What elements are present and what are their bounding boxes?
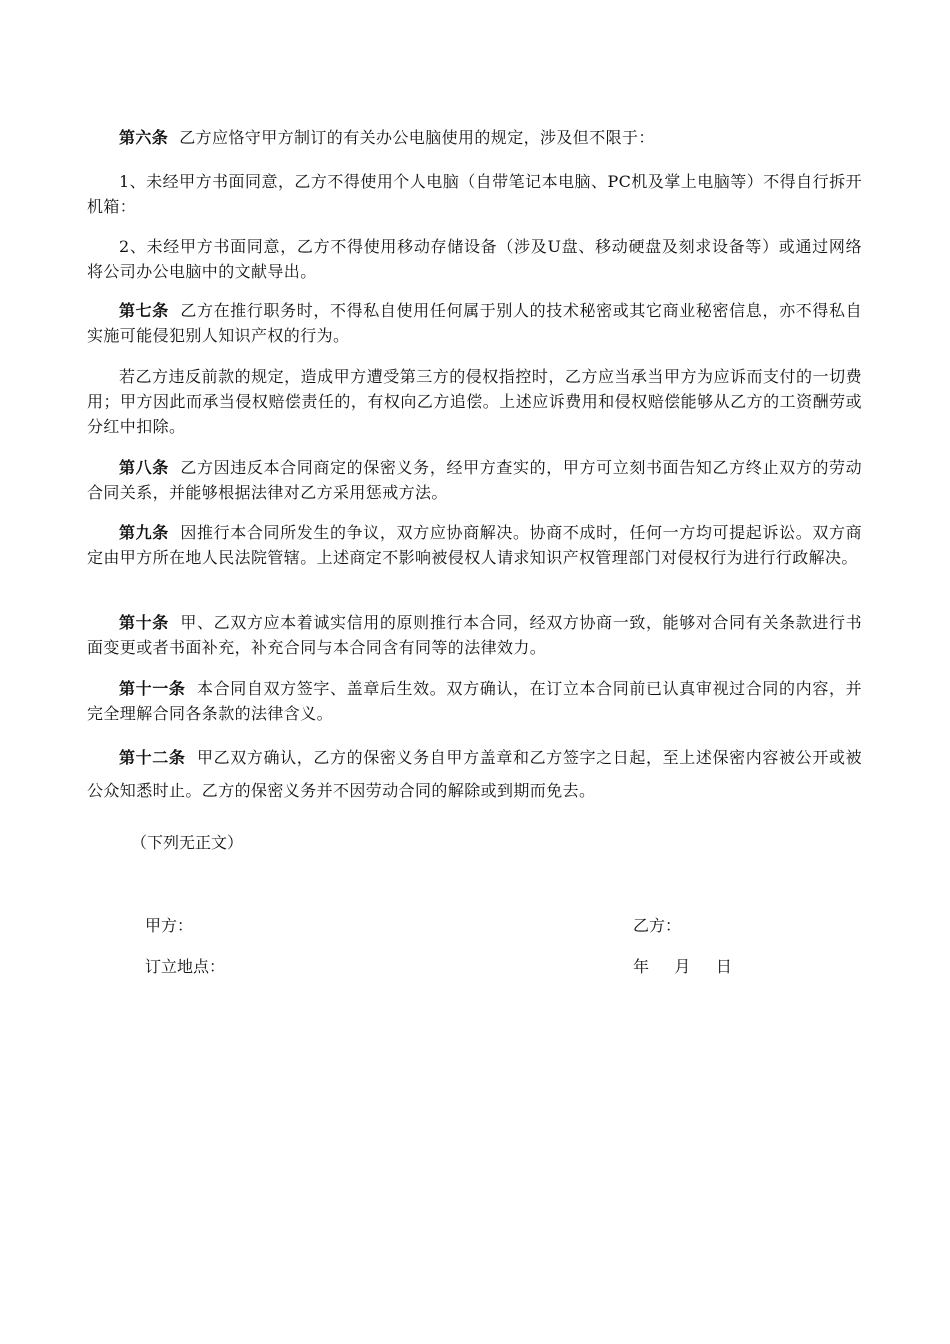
clause-8 [87, 455, 862, 505]
clause-6-item-1 [87, 169, 862, 219]
clause-text: 乙方应恪守甲方制订的有关办公电脑使用的规定，涉及但不限于： [179, 128, 655, 147]
clause-lead: 第六条 [119, 128, 169, 147]
clause-lead: 第十一条 [119, 679, 186, 698]
clause-text: 乙方在推行职务时，不得私自使用任何属于别人的技术秘密或其它商业秘密信息，亦不得私自实施可能侵犯别人知识产权的行为。 [87, 301, 862, 345]
clause-11 [87, 676, 862, 726]
clause-text: 2、未经甲方书面同意，乙方不得使用移动存储设备（涉及U盘、移动硬盘及刻求设备等）或通过网络将公司办公电脑中的文献导出。 [87, 237, 862, 281]
clause-6-item-2 [87, 234, 862, 284]
clause-9 [87, 520, 862, 570]
clause-10 [87, 610, 862, 660]
signing-date-label: 年 月 日 [633, 957, 732, 976]
clause-lead: 第十二条 [119, 748, 186, 767]
no-text-below-note: （下列无正文） [131, 833, 244, 852]
clause-lead: 第八条 [119, 458, 169, 477]
signing-place-label: 订立地点： [145, 957, 226, 976]
clause-text: 若乙方违反前款的规定，造成甲方遭受第三方的侵权指控时，乙方应当承当甲方为应诉而支付的一切费用；甲方因此而承当侵权赔偿责任的，有权向乙方追偿。上述应诉费用和侵权赔偿能够从乙方的工资酬劳或分红中扣除。 [87, 367, 862, 436]
clause-text: 甲、乙双方应本着诚实信用的原则推行本合同，经双方协商一致，能够对合同有关条款进行书面变更或者书面补充，补充合同与本合同含有同等的法律效力。 [87, 613, 862, 657]
clause-lead: 第十条 [119, 613, 169, 632]
clause-text: 乙方因违反本合同商定的保密义务，经甲方查实的，甲方可立刻书面告知乙方终止双方的劳动合同关系，并能够根据法律对乙方采用惩戒方法。 [87, 458, 862, 502]
clause-7 [87, 298, 862, 348]
party-b-label: 乙方： [633, 916, 682, 935]
clause-12 [87, 741, 862, 807]
clause-7-paragraph-2 [87, 364, 862, 439]
clause-text: 1、未经甲方书面同意，乙方不得使用个人电脑（自带笔记本电脑、PC机及掌上电脑等）不得自行拆开机箱： [87, 172, 862, 216]
clause-text: 甲乙双方确认，乙方的保密义务自甲方盖章和乙方签字之日起，至上述保密内容被公开或被公众知悉时止。乙方的保密义务并不因劳动合同的解除或到期而免去。 [87, 748, 862, 800]
party-a-label: 甲方： [145, 916, 194, 935]
clause-text: 本合同自双方签字、盖章后生效。双方确认，在订立本合同前已认真审视过合同的内容，并完全理解合同各条款的法律含义。 [87, 679, 862, 723]
clause-text: 因推行本合同所发生的争议，双方应协商解决。协商不成时，任何一方均可提起诉讼。双方商定由甲方所在地人民法院管辖。上述商定不影响被侵权人请求知识产权管理部门对侵权行为进行行政解决。 [87, 523, 862, 567]
clause-6 [87, 125, 862, 150]
clause-lead: 第七条 [119, 301, 169, 320]
clause-lead: 第九条 [119, 523, 169, 542]
